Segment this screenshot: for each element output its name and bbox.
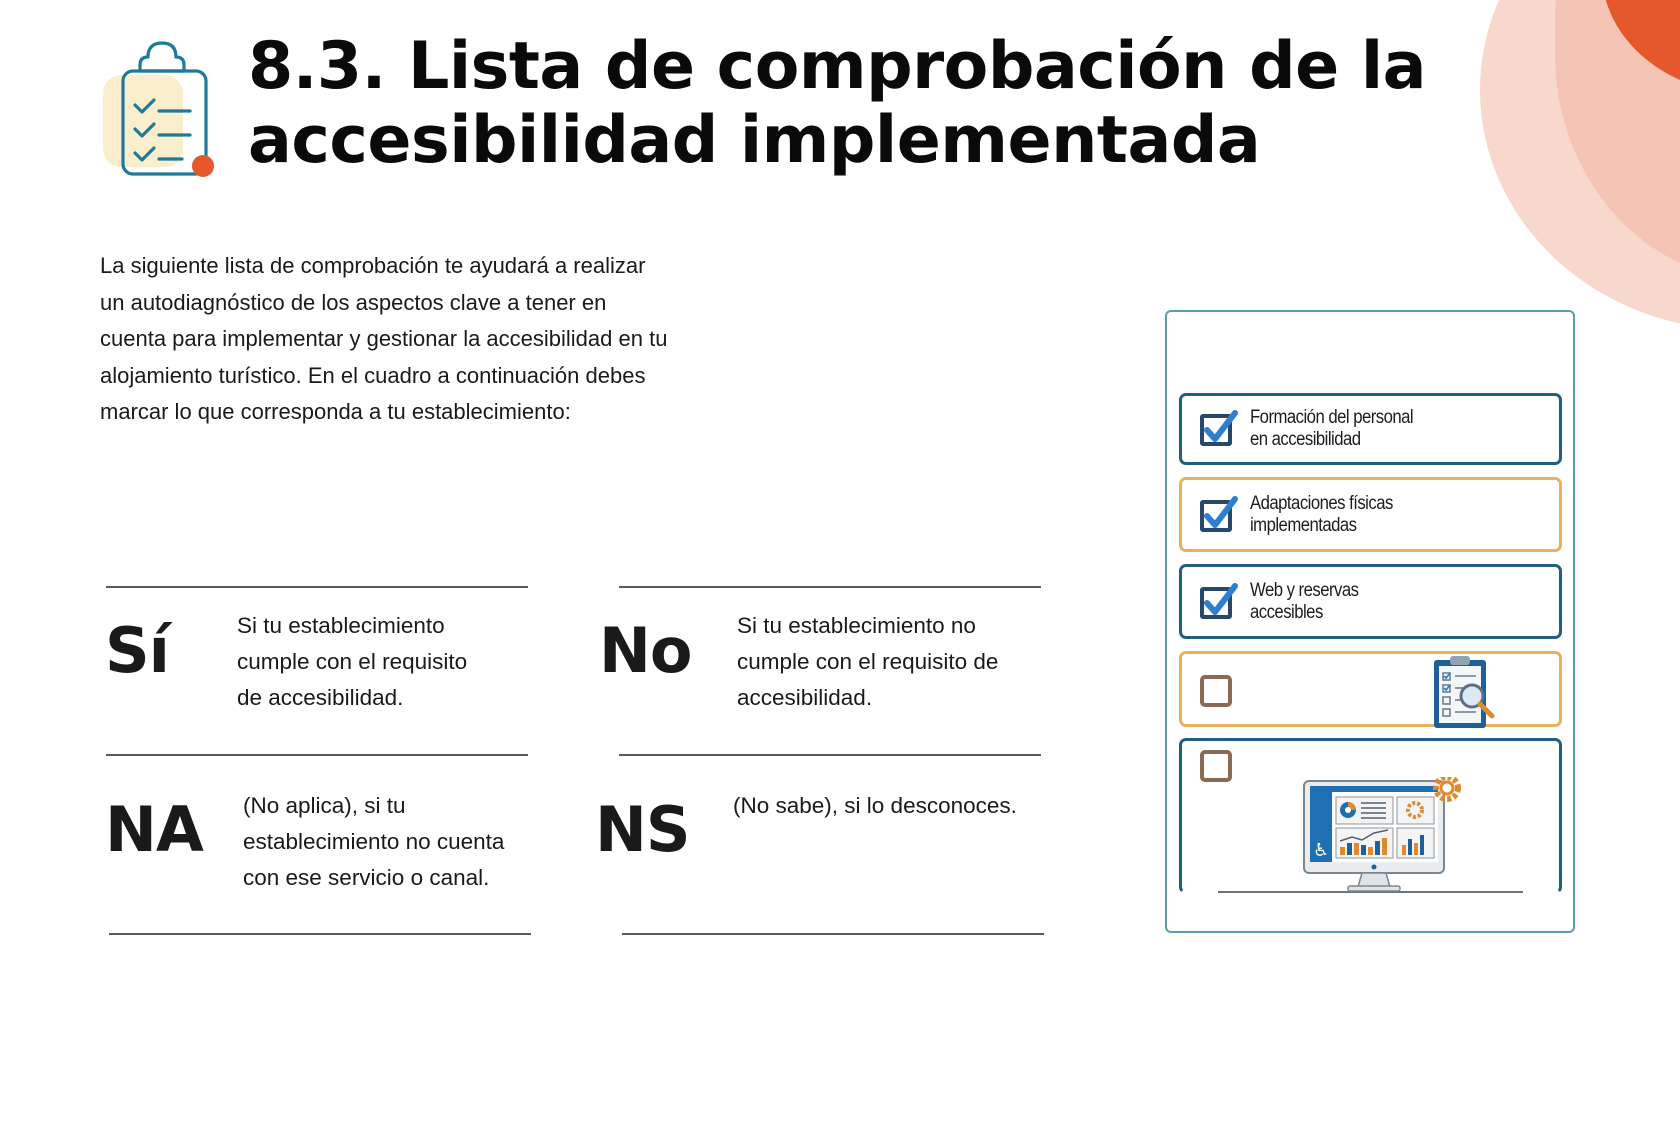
checkmark-icon — [1202, 579, 1246, 619]
title-line-2: accesibilidad implementada — [248, 103, 1261, 178]
clipboard-checklist-icon — [100, 35, 220, 180]
checklist-item-web-bookings[interactable] — [1179, 564, 1562, 639]
legend-desc-line: establecimiento no cuenta — [243, 829, 505, 854]
checklist-item-empty-1[interactable] — [1179, 651, 1562, 727]
label-line: implementadas — [1250, 515, 1357, 536]
intro-line: alojamiento turístico. En el cuadro a continuación debes — [100, 362, 646, 388]
checklist-item-label — [1250, 580, 1358, 624]
monitor-dashboard-icon — [1302, 777, 1482, 901]
checkbox-checked[interactable] — [1200, 587, 1232, 619]
checklist-item-physical-adaptations[interactable] — [1179, 477, 1562, 552]
title-line-1: 8.3. Lista de comprobación de la — [248, 29, 1426, 104]
intro-line: cuenta para implementar y gestionar la accesibilidad en tu — [100, 326, 668, 351]
legend-desc-line: Si tu establecimiento — [237, 613, 445, 638]
label-line: en accesibilidad — [1250, 429, 1361, 450]
intro-line: un autodiagnóstico de los aspectos clave a tener en — [100, 289, 607, 315]
svg-text:♿: ♿ — [1313, 840, 1330, 861]
checklist-item-label — [1250, 407, 1413, 451]
legend-desc-line: Si tu establecimiento no — [737, 613, 976, 638]
legend-desc-na — [243, 788, 504, 896]
checkbox-unchecked[interactable] — [1200, 750, 1232, 782]
legend-desc-line: cumple con el requisito de — [737, 649, 999, 674]
legend-key-ns: NS — [595, 793, 690, 866]
divider — [619, 754, 1041, 756]
legend-key-si: Sí — [105, 614, 169, 687]
legend-desc-line: con ese servicio o canal. — [243, 865, 490, 890]
checkmark-icon — [1202, 492, 1246, 532]
divider — [622, 933, 1044, 935]
page-title — [248, 30, 1426, 178]
checkmark-icon — [1202, 406, 1246, 446]
legend-desc-ns — [733, 788, 1017, 824]
legend-desc-no — [737, 608, 998, 716]
intro-line: marcar lo que corresponda a tu establecimiento: — [100, 399, 571, 424]
checkbox-checked[interactable] — [1200, 500, 1232, 532]
legend-desc-si — [237, 608, 467, 716]
label-line: Adaptaciones físicas — [1250, 493, 1393, 514]
legend-desc-line: (No sabe), si lo desconoces. — [733, 793, 1017, 818]
legend-desc-line: accesibilidad. — [737, 685, 873, 710]
checkbox-checked[interactable] — [1200, 414, 1232, 446]
legend-key-no: No — [599, 614, 692, 687]
label-line: Formación del personal — [1250, 407, 1414, 428]
checklist-item-staff-training[interactable] — [1179, 393, 1562, 465]
checklist-item-empty-2[interactable] — [1179, 738, 1562, 894]
checklist-item-label — [1250, 493, 1393, 537]
divider — [106, 586, 528, 588]
clipboard-magnifier-icon — [1432, 654, 1502, 738]
intro-paragraph — [100, 248, 800, 431]
legend-desc-line: de accesibilidad. — [237, 685, 404, 710]
legend-key-na: NA — [105, 793, 203, 866]
label-line: accesibles — [1250, 602, 1323, 623]
intro-line: La siguiente lista de comprobación te ayudará a realizar — [100, 253, 646, 278]
checkbox-unchecked[interactable] — [1200, 675, 1232, 707]
divider — [109, 933, 531, 935]
legend-desc-line: (No aplica), si tu — [243, 793, 406, 818]
legend-desc-line: cumple con el requisito — [237, 649, 468, 674]
divider — [619, 586, 1041, 588]
divider — [106, 754, 528, 756]
label-line: Web y reservas — [1250, 580, 1359, 601]
